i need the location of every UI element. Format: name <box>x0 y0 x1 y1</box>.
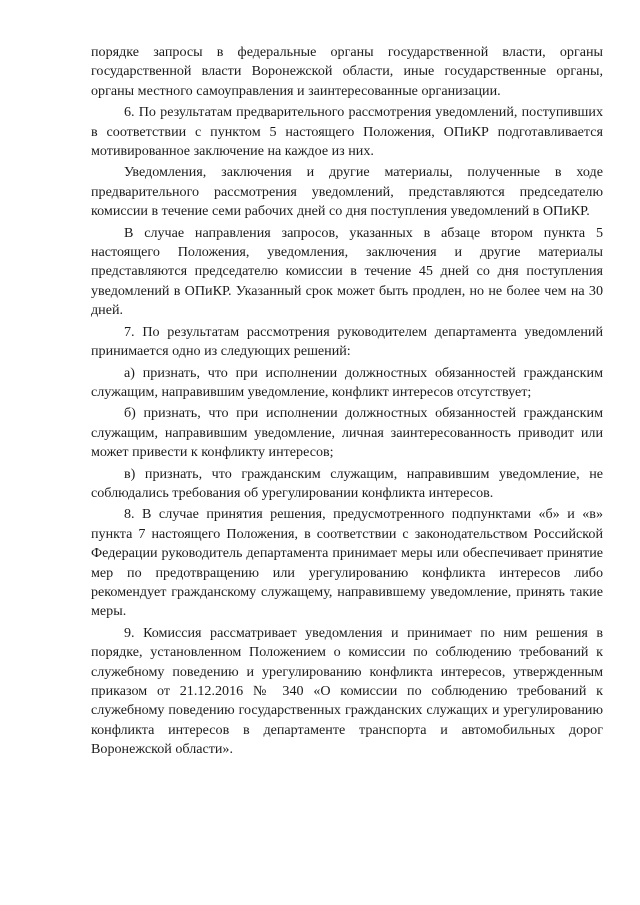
paragraph-item-8: 8. В случае принятия решения, предусмотренного подпунктами «б» и «в» пункта 7 настоящего Положения, в соответствии с законодательством Российской Федерации руководитель департамента принимает меры или обеспечивает принятие мер по предотвращению или урегулированию конфликта интересов либо рекомендует гражданскому служащему, направившему уведомление, принять такие меры. <box>91 506 603 620</box>
paragraph-subitem-b: б) признать, что при исполнении должностных обязанностей гражданским служащим, направившим уведомление, личная заинтересованность приводит или может привести к конфликту интересов; <box>91 405 603 461</box>
paragraph-item-9: 9. Комиссия рассматривает уведомления и принимает по ним решения в порядке, установленном Положением о комиссии по соблюдению требований к служебному поведению и урегулированию конфликта интересов, утвержденным приказом от 21.12.2016 № 340 «О комиссии по соблюдению требований к служебному поведению государственных гражданских служащих и урегулированию конфликта интересов в департаменте транспорта и автомобильных дорог Воронежской области». <box>91 624 603 758</box>
paragraph-notifications-materials: Уведомления, заключения и другие материалы, полученные в ходе предварительного рассмотрения уведомлений, представляются председателю комиссии в течение семи рабочих дней со дня поступления уведомлений в ОПиКР. <box>91 164 603 220</box>
paragraph-continuation: порядке запросы в федеральные органы государственной власти, органы государственной власти Воронежской области, иные государственные органы, органы местного самоуправления и заинтересованные организации. <box>91 44 603 99</box>
paragraph-subitem-v: в) признать, что гражданским служащим, направившим уведомление, не соблюдались требования об урегулировании конфликта интересов. <box>91 465 603 501</box>
paragraph-item-6: 6. По результатам предварительного рассмотрения уведомлений, поступивших в соответствии с пунктом 5 настоящего Положения, ОПиКР подготавливается мотивированное заключение на каждое из них. <box>91 104 603 160</box>
paragraph-item-7: 7. По результатам рассмотрения руководителем департамента уведомлений принимается одно из следующих решений: <box>91 323 603 360</box>
paragraph-requests-case: В случае направления запросов, указанных в абзаце втором пункта 5 настоящего Положения, уведомления, заключения и другие материалы представляются председателю комиссии в течение 45 дней со дня поступления уведомлений в ОПиКР. Указанный срок может быть продлен, но не более чем на 30 дней. <box>91 224 603 319</box>
paragraph-subitem-a: а) признать, что при исполнении должностных обязанностей гражданским служащим, направившим уведомление, конфликт интересов отсутствует; <box>91 364 603 400</box>
